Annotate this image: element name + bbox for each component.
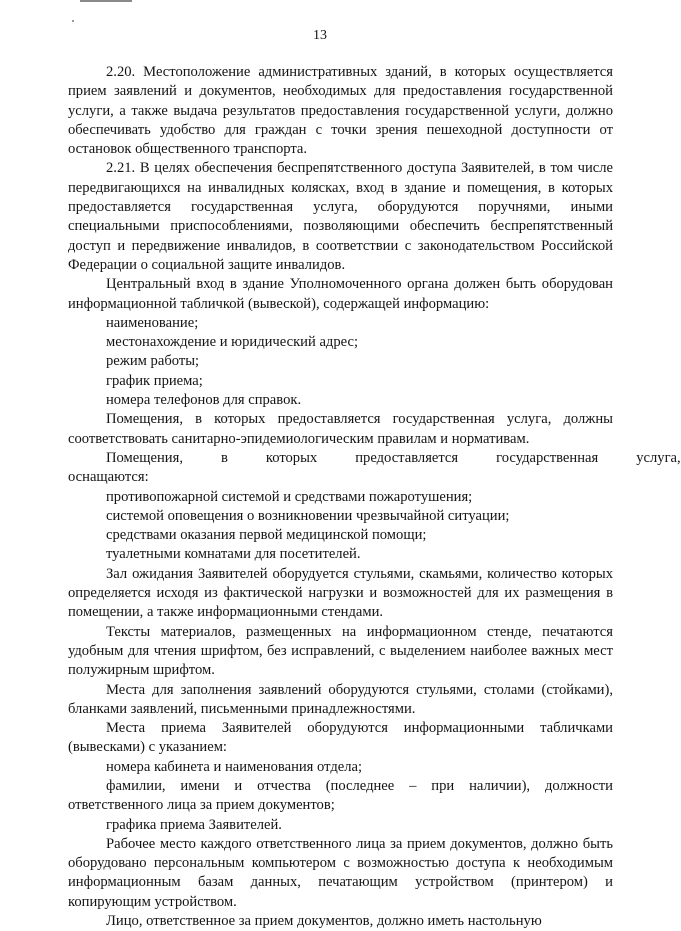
word: которых [265, 449, 318, 466]
paragraph-premises-norms: Помещения, в которых предоставляется государственная услуга, должны соответствовать санитарно-эпидемиологическим правилам и нормативам. [68, 411, 613, 447]
word: услуга, [636, 449, 681, 466]
document-body [68, 63, 681, 931]
list-item: туалетными комнатами для посетителей. [106, 546, 361, 563]
paragraph-filling-places: Места для заполнения заявлений оборудуются стульями, столами (стойками), бланками заявлений, письменными принадлежностями. [68, 681, 613, 717]
scan-artifact-dot [72, 20, 74, 22]
paragraph-continuation: оснащаются: [68, 469, 149, 486]
paragraph-workplace: Рабочее место каждого ответственного лица за прием документов, должно быть оборудовано персональным компьютером с возможностью доступа к необходимым информационным базам данных, печатающим устройством (принтером) и копирующим устройством. [68, 835, 613, 910]
paragraph-2-20: 2.20. Местоположение административных зданий, в которых осуществляется прием заявлений и документов, необходимых для предоставления государственной услуги, а также выдача результатов предоставления государственной услуги, должно обеспечивать удобство для граждан с точки зрения пешеходной доступности от остановок общественного транспорта. [68, 64, 613, 158]
list-item: системой оповещения о возникновении чрезвычайной ситуации; [106, 507, 510, 524]
list-item: график приема; [106, 372, 203, 389]
paragraph-2-21: 2.21. В целях обеспечения беспрепятственного доступа Заявителей, в том числе передвигающихся на инвалидных колясках, вход в здание и помещения, в которых предоставляется государственная услуга, оборудуются поручнями, иными специальными приспособлениями, позволяющими обеспечить беспрепятственный доступ и передвижение инвалидов, в соответствии с законодательством Российской Федерации о социальной защите инвалидов. [68, 160, 613, 273]
list-item: средствами оказания первой медицинской помощи; [106, 527, 427, 544]
paragraph-stand-texts: Тексты материалов, размещенных на информационном стенде, печатаются удобным для чтения шрифтом, без исправлений, с выделением наиболее важных мест полужирным шрифтом. [68, 623, 613, 679]
paragraph-responsible-person: Лицо, ответственное за прием документов, должно иметь настольную [106, 913, 542, 930]
list-item: номера телефонов для справок. [106, 392, 302, 409]
paragraph-entrance-sign: Центральный вход в здание Уполномоченного органа должен быть оборудован информационной табличкой (вывеской), содержащей информацию: [68, 276, 613, 312]
word: предоставляется [355, 449, 459, 466]
scan-artifact-line [80, 0, 132, 2]
word: государственная [496, 449, 599, 466]
list-item: фамилии, имени и отчества (последнее – при наличии), должности ответственного лица за прием документов; [68, 777, 613, 814]
list-item: местонахождение и юридический адрес; [106, 334, 359, 351]
paragraph-waiting-hall: Зал ожидания Заявителей оборудуется стульями, скамьями, количество которых определяется исходя из фактической нагрузки и возможностей для их размещения в помещении, а также информационными стендами. [68, 565, 613, 621]
list-item: режим работы; [106, 353, 200, 370]
word: Помещения, [106, 449, 183, 466]
word: в [220, 449, 228, 466]
list-item: графика приема Заявителей. [106, 816, 282, 833]
paragraph-reception-places: Места приема Заявителей оборудуются информационными табличками (вывесками) с указанием: [68, 720, 613, 756]
paragraph-premises-equipment-line [68, 449, 681, 468]
list-item: противопожарной системой и средствами пожаротушения; [106, 488, 473, 505]
page-number: 13 [313, 28, 327, 43]
list-item: номера кабинета и наименования отдела; [106, 758, 363, 775]
list-item: наименование; [106, 314, 199, 331]
